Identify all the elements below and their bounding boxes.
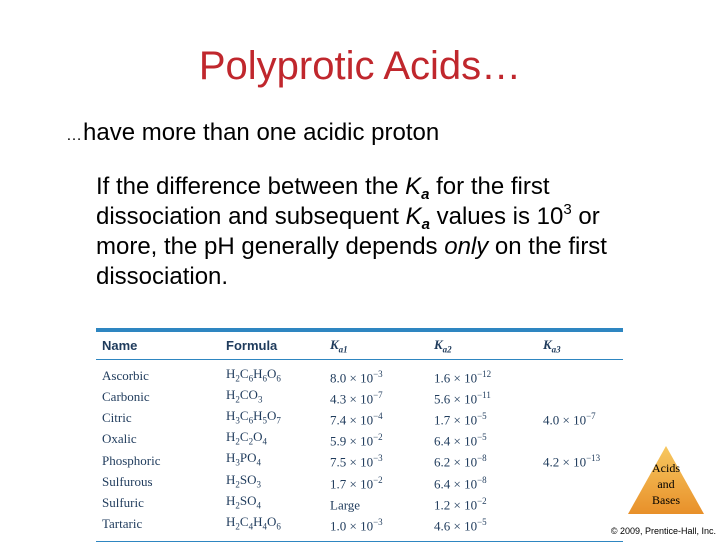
acid-name: Tartaric — [102, 516, 143, 532]
only-italic: only — [444, 233, 489, 260]
acid-ka1-value: $7.4 \times 10^{-4}$ — [330, 411, 383, 428]
acid-formula: $H_2CO_3$ — [226, 386, 263, 405]
para-text-1: If the difference between the — [96, 173, 406, 200]
acid-formula: $H_2C_2O_4$ — [226, 429, 267, 447]
acid-ka2-value: $6.2 \times 10^{-8}$ — [434, 453, 487, 470]
acid-formula: $H_3PO_4$ — [226, 450, 262, 468]
table-row — [96, 408, 623, 429]
acid-formula: $H_2SO_4$ — [226, 492, 262, 511]
ka-symbol-2: K — [405, 203, 422, 230]
exponent: 3 — [563, 201, 572, 218]
badge-line-1: Acids — [652, 461, 680, 475]
body-paragraph — [96, 172, 656, 292]
ka-subscript-1: a — [421, 186, 430, 203]
lead-ellipsis: … — [66, 127, 83, 144]
para-text-4: or more, the pH generally depends — [96, 203, 600, 260]
lead-text: have more than one acidic proton — [83, 119, 440, 146]
acid-ka2-value: $1.7 \times 10^{-5}$ — [434, 411, 487, 428]
acid-ka2-value: $5.6 \times 10^{-11}$ — [434, 389, 491, 407]
slide-title: Polyprotic Acids… — [198, 44, 522, 88]
acid-ka3-value — [537, 493, 623, 514]
acid-formula: $H_2SO_3$ — [226, 471, 262, 490]
para-text-2: for the first dissociation and subsequent — [96, 173, 550, 230]
header-name: Name — [102, 338, 138, 354]
acid-name: Citric — [102, 410, 132, 426]
acid-name: Ascorbic — [102, 367, 149, 383]
acid-ka1-value: $1.0 \times 10^{-3}$ — [330, 517, 383, 534]
para-text-5: on the first dissociation. — [96, 233, 607, 290]
ka-subscript-2: a — [421, 216, 430, 233]
acid-ka2-value: $6.4 \times 10^{-5}$ — [434, 432, 487, 449]
acid-ka1-value: $8.0 \times 10^{-3}$ — [330, 368, 383, 386]
acid-ka1-value: $5.9 \times 10^{-2}$ — [330, 432, 383, 449]
acid-name: Phosphoric — [102, 452, 161, 468]
header-ka2: $K_{a2}$ — [434, 337, 452, 355]
acid-name: Oxalic — [102, 431, 137, 447]
acid-ka2-value: $6.4 \times 10^{-8}$ — [434, 474, 487, 491]
acid-ka1-value: Large — [330, 497, 361, 513]
acid-name: Sulfurous — [102, 473, 153, 489]
badge-line-2: and — [657, 477, 675, 491]
para-text-3: values is 10 — [429, 203, 564, 230]
acids-and-bases-badge — [626, 444, 706, 516]
header-formula: Formula — [226, 338, 278, 354]
acid-ka3-value — [537, 472, 623, 493]
acid-ka1-value: $1.7 \times 10^{-2}$ — [330, 474, 383, 491]
table-row — [96, 493, 623, 514]
table-body — [96, 360, 623, 542]
acid-ka3-value: $4.0 \times 10^{-7}$ — [543, 411, 596, 428]
lead-line — [66, 118, 439, 151]
badge-line-3: Bases — [652, 493, 680, 507]
table-row — [96, 514, 623, 541]
badge-text — [626, 460, 706, 508]
acid-formula: $H_3C_6H_5O_7$ — [226, 407, 281, 426]
acid-ka1-value: $4.3 \times 10^{-7}$ — [330, 389, 383, 407]
ka-symbol-1: K — [405, 173, 422, 200]
acid-name: Carbonic — [102, 389, 150, 405]
copyright-notice: © 2009, Prentice-Hall, Inc. — [610, 526, 716, 536]
header-ka3: $K_{a3}$ — [543, 337, 561, 355]
header-ka1: $K_{a1}$ — [330, 337, 348, 355]
table-header-row — [96, 332, 623, 360]
acid-ka3-value — [537, 387, 623, 408]
table-row — [96, 472, 623, 493]
acid-constants-table — [96, 328, 623, 542]
acid-ka2-value: $1.6 \times 10^{-12}$ — [434, 368, 492, 386]
acid-ka1-value: $7.5 \times 10^{-3}$ — [330, 453, 383, 470]
acid-name: Sulfuric — [102, 495, 144, 511]
acid-ka3-value — [537, 429, 623, 450]
table-row — [96, 387, 623, 408]
table-row — [96, 360, 623, 387]
table-row — [96, 450, 623, 471]
acid-formula: $H_2C_6H_6O_6$ — [226, 365, 281, 384]
table-header-rule — [96, 359, 623, 360]
acid-formula: $H_2C_4H_4O_6$ — [226, 513, 281, 532]
table-row — [96, 429, 623, 450]
acid-ka2-value: $1.2 \times 10^{-2}$ — [434, 495, 487, 513]
acid-ka2-value: $4.6 \times 10^{-5}$ — [434, 517, 487, 534]
acid-ka3-value: $4.2 \times 10^{-13}$ — [543, 453, 601, 470]
acid-ka3-value — [537, 360, 623, 387]
